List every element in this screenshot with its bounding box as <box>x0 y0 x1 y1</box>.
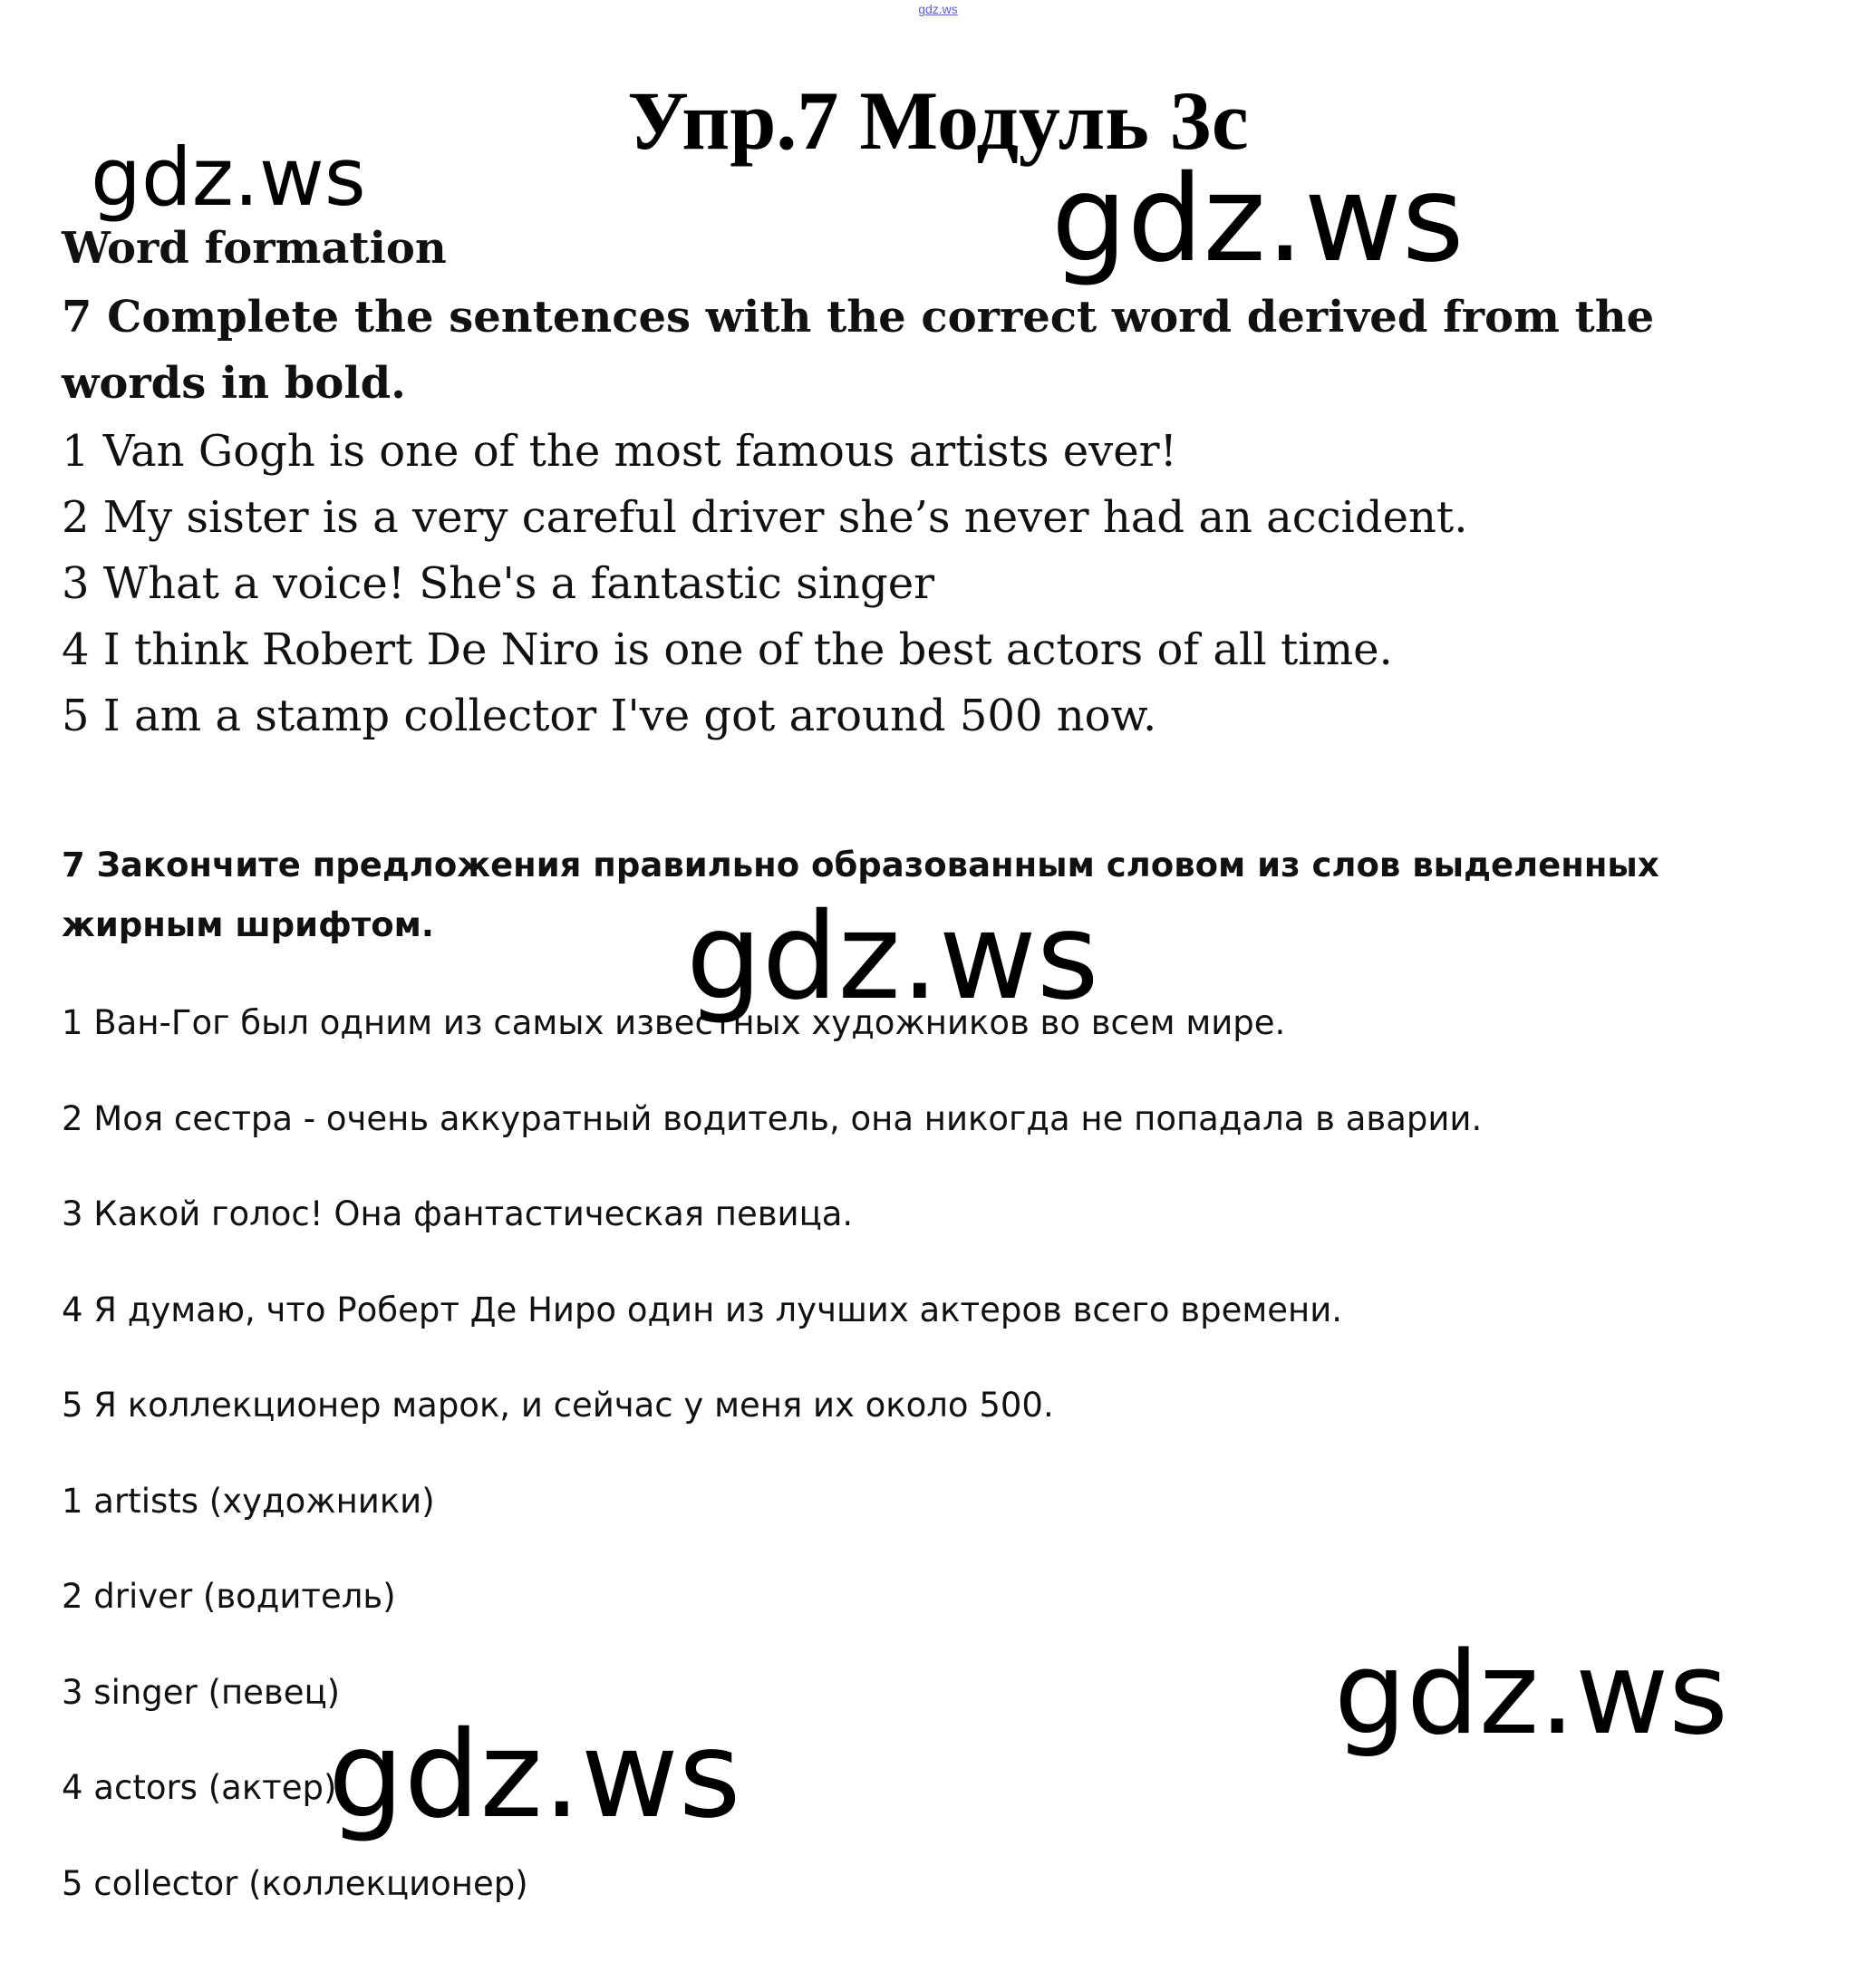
answer-5: 5 collector (коллекционер) <box>62 1864 528 1903</box>
page-title: Упр.7 Модуль 3с <box>627 74 1249 167</box>
answer-2: 2 driver (водитель) <box>62 1577 396 1616</box>
watermark-logo: gdz.ws <box>328 1706 741 1845</box>
top-watermark-link[interactable]: gdz.ws <box>918 2 958 16</box>
section-heading: Word formation <box>62 223 447 274</box>
russian-sentence-3: 3 Какой голос! Она фантастическая певица. <box>62 1194 854 1233</box>
english-sentence-4: 4 I think Robert De Niro is one of the best actors of all time. <box>62 624 1393 675</box>
watermark-logo: gdz.ws <box>91 130 366 224</box>
answer-1: 1 artists (художники) <box>62 1482 435 1521</box>
answer-3: 3 singer (певец) <box>62 1673 341 1712</box>
russian-instruction: 7 Закончите предложения правильно образованным словом из слов выделенных жирным шрифтом. <box>62 846 1659 944</box>
english-sentence-1: 1 Van Gogh is one of the most famous artists ever! <box>62 426 1177 477</box>
english-sentence-5: 5 I am a stamp collector I've got around 500 now. <box>62 691 1157 741</box>
russian-sentence-5: 5 Я коллекционер марок, и сейчас у меня их около 500. <box>62 1386 1054 1425</box>
english-sentence-3: 3 What a voice! She's a fantastic singer <box>62 558 935 609</box>
watermark-logo: gdz.ws <box>1051 150 1465 289</box>
answer-4: 4 actors (актер) <box>62 1768 337 1807</box>
russian-sentence-2: 2 Моя сестра - очень аккуратный водитель, она никогда не попадала в аварии. <box>62 1099 1483 1138</box>
exercise-instruction: 7 Complete the sentences with the correct word derived from the words in bold. <box>62 292 1655 409</box>
english-sentence-2: 2 My sister is a very careful driver she’s never had an accident. <box>62 492 1468 543</box>
russian-sentence-4: 4 Я думаю, что Роберт Де Ниро один из лучших актеров всего времени. <box>62 1290 1343 1329</box>
watermark-logo: gdz.ws <box>1334 1627 1728 1760</box>
russian-sentence-1: 1 Ван-Гог был одним из самых известных художников во всем мире. <box>62 1003 1286 1042</box>
watermark-logo: gdz.ws <box>686 887 1099 1027</box>
